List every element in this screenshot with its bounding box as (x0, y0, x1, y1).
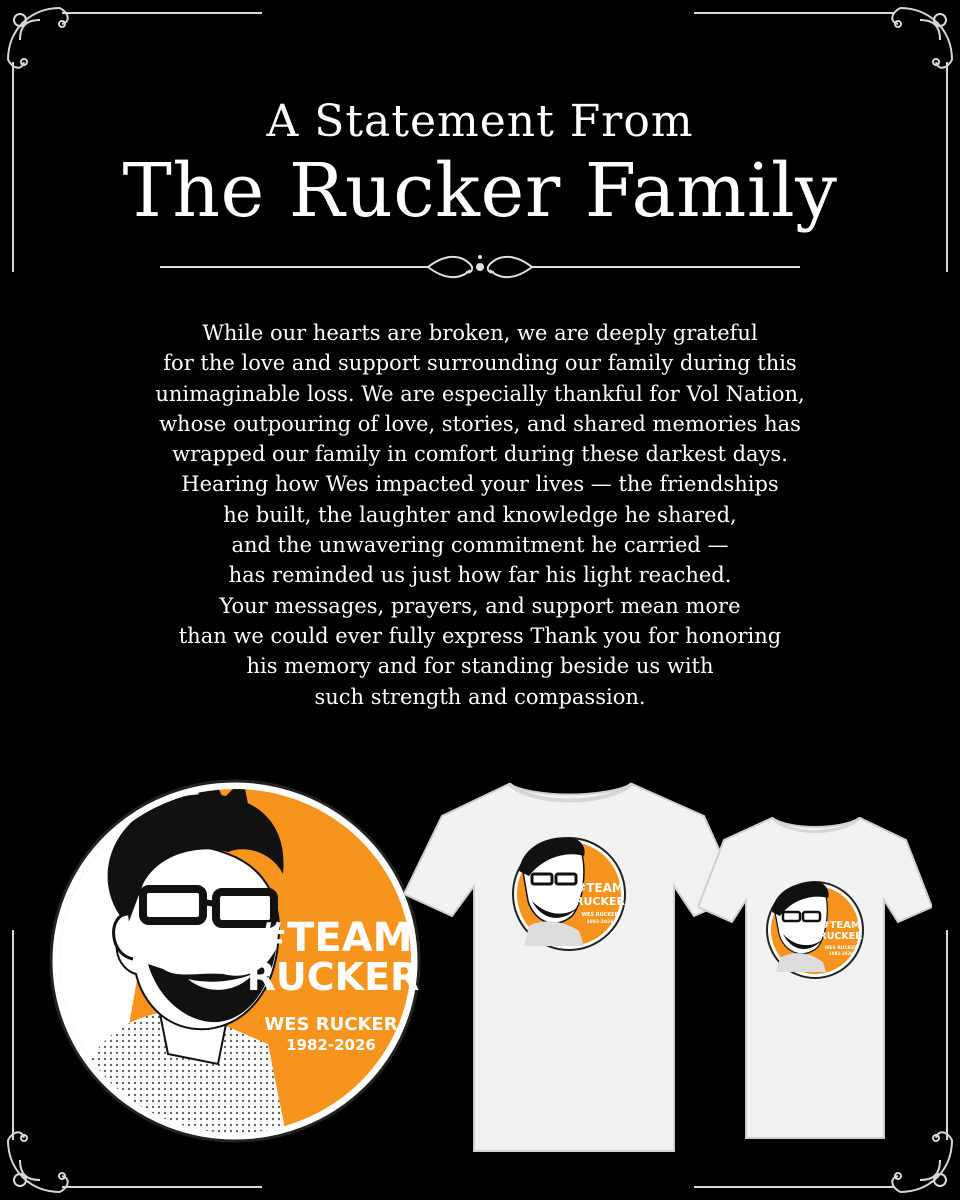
ornamental-divider (160, 252, 800, 282)
corner-ornament-top-left (0, 0, 110, 110)
statement-line: wrapped our family in comfort during these darkest days. (172, 442, 788, 467)
statement-line: whose outpouring of love, stories, and shared memories has (159, 411, 801, 436)
badge-hashtag-line2: RUCKER (246, 955, 420, 999)
badge-years: 1982-2026 (286, 1036, 376, 1054)
statement-line: has reminded us just how far his light reached. (228, 563, 732, 588)
badge-name: WES RUCKER (264, 1014, 398, 1035)
statement-line: unimaginable loss. We are especially thankful for Vol Nation, (155, 381, 805, 406)
shirt-badge-name: WES RUCKER (581, 912, 619, 918)
statement-line: for the love and support surrounding our family during this (163, 351, 797, 376)
statement-line: he built, the laughter and knowledge he shared, (223, 502, 737, 527)
statement-line: his memory and for standing beside us with (246, 654, 714, 679)
tshirt-adult (404, 776, 740, 1156)
shirt2-badge-years: 1982-2026 (829, 951, 853, 956)
statement-line: Your messages, prayers, and support mean more (219, 593, 741, 618)
tshirt-youth (698, 812, 932, 1142)
shirt2-hashtag-line2: RUCKER (819, 931, 863, 942)
statement-line: and the unwavering commitment he carried — (231, 533, 729, 558)
statement-line: such strength and compassion. (314, 684, 646, 709)
badge-hashtag-line1: #TEAM (253, 915, 413, 961)
shirt2-badge-name: WES RUCKER (824, 946, 858, 951)
shirt2-hashtag-line1: #TEAM (821, 920, 861, 931)
shirt-hashtag-line2: RUCKER (575, 895, 625, 908)
heading-line-2: The Rucker Family (122, 148, 838, 234)
statement-text (90, 318, 870, 712)
corner-ornament-top-right (850, 0, 960, 110)
statement-line: While our hearts are broken, we are deeply grateful (202, 321, 758, 345)
heading-line-1: A Statement From (266, 96, 694, 147)
team-rucker-badge (48, 774, 422, 1144)
statement-line: than we could ever fully express Thank you for honoring (178, 623, 782, 648)
statement-line: Hearing how Wes impacted your lives — the friendships (181, 472, 779, 497)
shirt-hashtag-line1: #TEAM (576, 881, 624, 895)
shirt-badge-years: 1982-2026 (586, 920, 614, 925)
